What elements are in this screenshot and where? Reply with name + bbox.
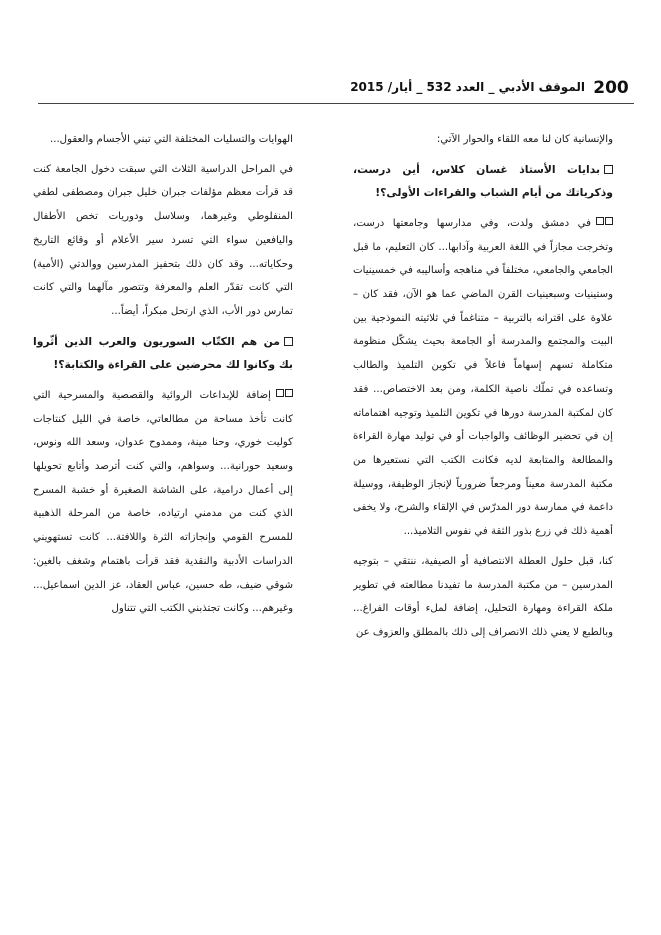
paragraph-last-right: كنا، قبل حلول العطلة الانتصافية أو الصيفية، ننتقي – بتوجيه المدرسين – من مكتبة المدرسة ما تفيدنا مطالعته في تطوير ملكة القراءة ومهارة التحليل، إضافة لملء أوقات الفراغ... وبالطبع لا يعني ذلك الانصراف إلى ذلك بالمطلق والعزوف عن <box>353 555 613 638</box>
paragraph-hobbies: الهوايات والتسليات المختلفة التي تبني الأجسام والعقول... <box>49 134 293 145</box>
answer-1 <box>353 211 613 544</box>
square-bullet-icon <box>604 165 613 174</box>
double-square-icon <box>275 383 293 407</box>
left-column <box>33 128 293 898</box>
question-1-text: بدايات الأستاذ غسان كلاس، أين درست، وذكرياتك من أيام الشباب والقراءات الأولى؟! <box>353 162 613 200</box>
answer-1-text: في دمشق ولدت، وفي مدارسها وجامعتها درست، وتخرجت مجازاً في اللغة العربية وآدابها... كان التعليم، ما قبل الجامعي والجامعي، مختلفاً في مناهجه وأساليبه في خمسينيات وستينيات وسبعينيات القرن الماضي عما هو الآن، فقد كان – علاوة على اقترانه بالتربية – متناغماً في ثلاثيته النموذجية بين البيت والمجتمع والمدرسة أو الجامعة بحيث يشكّل منظومة متكاملة تسهم إسهاماً فاعلاً في تكوين التلميذ والطالب وتساعده في تملّك ناصية الكلمة، ومن بعد الاختصاص... فقد كان لمكتبة المدرسة دورها في تكوين التلميذ وتوجيه اهتماماته إن في تحضير الوظائف والواجبات أو في توليد مهارة القراءة والمطالعة والمتابعة لديه فكانت الكتب التي نستعيرها من مكتبة المدرسة معيناً ومرجعاً ضرورياً لإنجاز الوظيفة، ووسيلة داعمة في ممارسة دور المدرّس في الإلقاء والشرح، ولا يخفى أهمية ذلك في زرع بذور الثقة في نفوس التلاميذ... <box>353 217 613 538</box>
paragraph-school-stages: في المراحل الدراسية الثلاث التي سبقت دخول الجامعة كنت قد قرأت معظم مؤلفات جبران خليل جبران ومصطفى لطفي المنفلوطي وغيرهما، وسلاسل ودوريات تخص الأطفال واليافعين سواء التي تسرد سير الأعلام أو وقائع التاريخ وحكاياته... وقد كان ذلك بتحفيز المدرسين ووالدتي (الأمية) التي كانت تقدّر العلم والمعرفة وتتصور مآلهما والتي كانت تمارس دور الأب، الذي ارتحل مبكراً، أيضاً... <box>33 163 293 317</box>
answer-2-text: إضافة للإبداعات الروائية والقصصية والمسرحية التي كانت تأخذ مساحة من مطالعاتي، خاصة في الليل كنتاجات كوليت خوري، وحنا مينة، وممدوح عدوان، وسعد الله ونوس، وسعيد حورانية... وسواهم، والتي كنت أترصد وأتابع تحويلها إلى أعمال درامية، على الشاشة الصغيرة أو خشبة المسرح الذي كنت من مدمني ارتياده، خاصة من المرحلة الذهبية للمسرح القومي وإنجازاته الثرة واللافتة... كانت تستهويني الدراسات الأدبية والنقدية فقد قرأت باهتمام وشغف بالغين: شوقي ضيف، طه حسين، عباس العقاد، عز الدين اسماعيل... وغيرهم... وكانت تجتذبني الكتب التي تتناول <box>33 389 293 615</box>
running-title: الموقف الأدبي _ العدد 532 _ أيار/ 2015 <box>350 80 585 94</box>
question-1 <box>353 158 613 205</box>
question-2-text: من هم الكتّاب السوريون والعرب الذين أثّروا بك وكانوا لك محرضين على القراءة والكتابة؟! <box>33 334 293 372</box>
page-number: 200 <box>593 78 629 98</box>
double-square-icon <box>595 211 613 235</box>
running-header <box>330 76 585 98</box>
right-column <box>353 128 613 898</box>
square-bullet-icon <box>284 337 293 346</box>
answer-2 <box>33 383 293 621</box>
intro-paragraph: والإنسانية كان لنا معه اللقاء والحوار الآتي: <box>436 134 613 145</box>
question-2 <box>33 330 293 377</box>
header-rule <box>38 103 634 104</box>
